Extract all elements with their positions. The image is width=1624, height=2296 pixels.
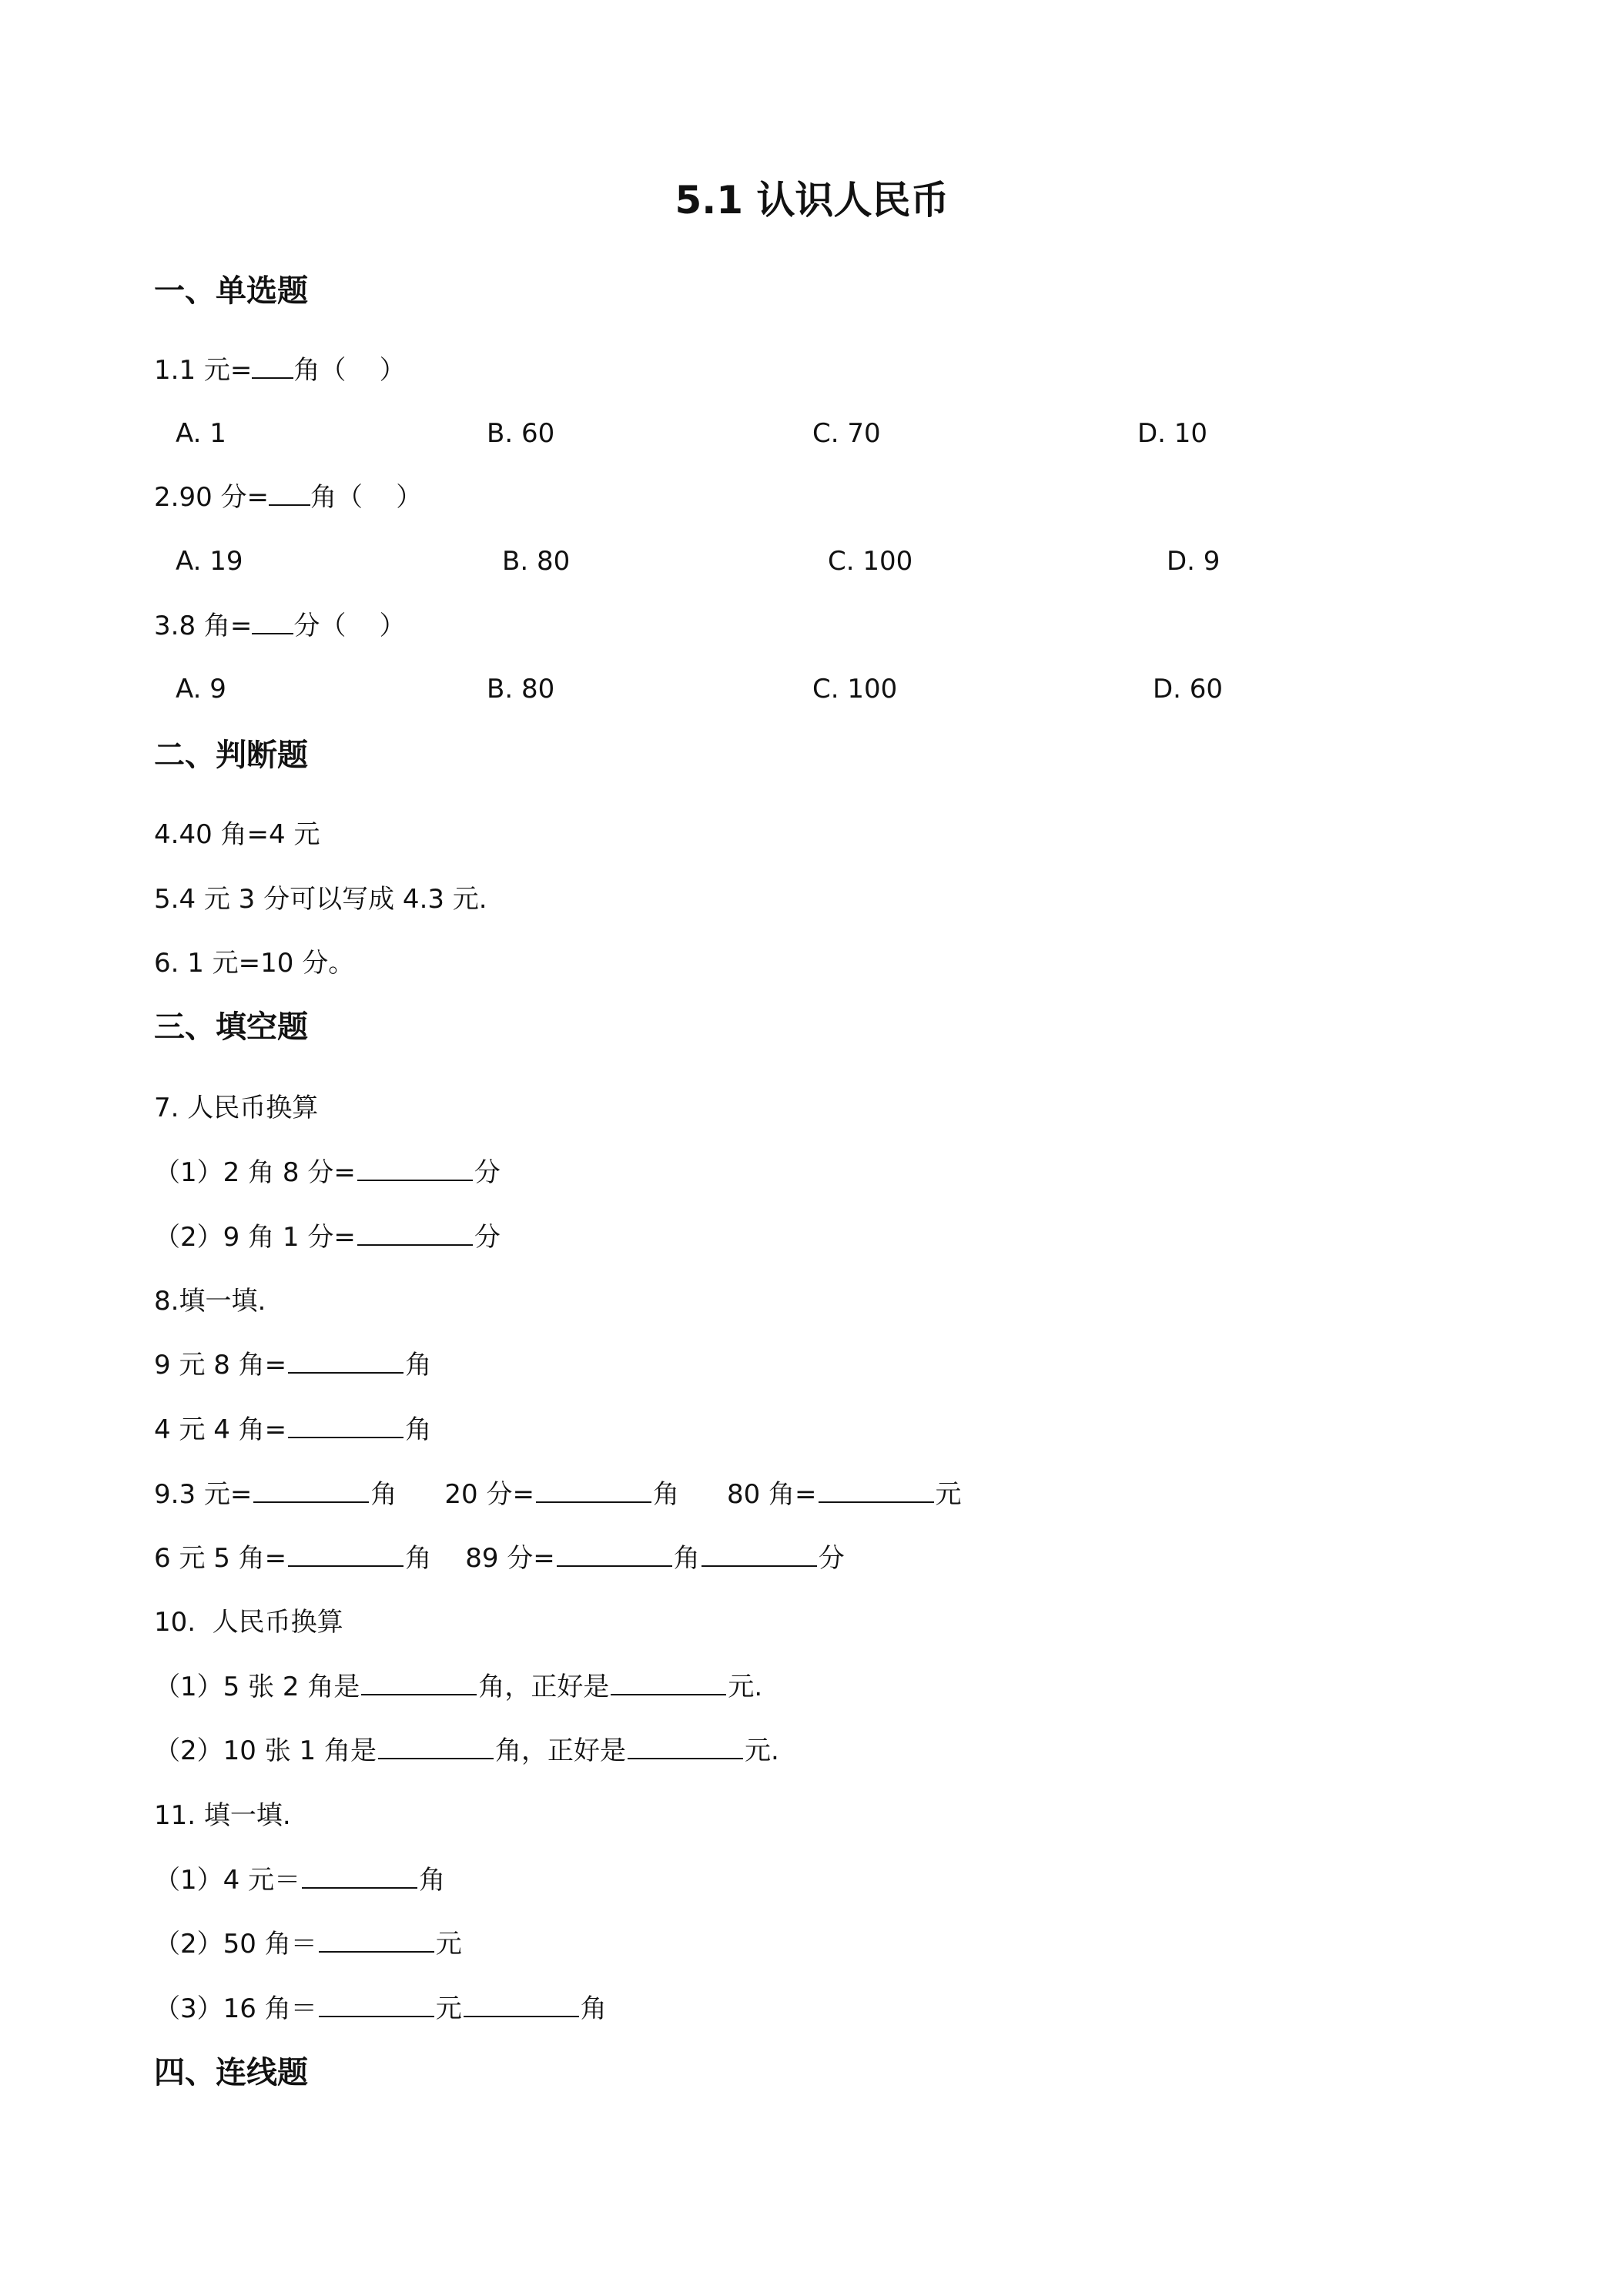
page-title: 5.1 认识人民币 — [675, 178, 949, 223]
section-heading-true-false: 二、判断题 — [154, 738, 308, 773]
q2-option-a[interactable]: A. 19 — [176, 546, 243, 577]
answer-blank[interactable] — [536, 1477, 651, 1503]
answer-blank[interactable] — [557, 1541, 672, 1567]
answer-blank[interactable] — [378, 1733, 494, 1759]
q3-option-a[interactable]: A. 9 — [176, 674, 226, 705]
question-11-part-3: （3）16 角＝ 元 角 — [154, 1991, 607, 2027]
answer-blank[interactable] — [288, 1347, 403, 1374]
question-2: 2.90 分= 角（ ） — [154, 480, 422, 515]
answer-blank[interactable] — [611, 1669, 726, 1695]
question-4: 4.40 角=4 元 — [154, 819, 320, 850]
answer-blank[interactable] — [253, 1477, 369, 1503]
question-9-line-1: 9.3 元= 角 20 分= 角 80 角= 元 — [154, 1477, 962, 1512]
answer-blank[interactable] — [252, 353, 293, 379]
question-7-part-2: （2）9 角 1 分= 分 — [154, 1220, 501, 1255]
question-10-part-2: （2）10 张 1 角是 角，正好是 元. — [154, 1733, 779, 1769]
answer-blank[interactable] — [464, 1991, 579, 2017]
question-7-stem: 7. 人民币换算 — [154, 1093, 319, 1123]
section-heading-single-choice: 一、单选题 — [154, 273, 308, 309]
question-5: 5.4 元 3 分可以写成 4.3 元. — [154, 884, 487, 915]
section-heading-matching: 四、连线题 — [154, 2055, 308, 2090]
answer-blank[interactable] — [819, 1477, 934, 1503]
answer-blank[interactable] — [288, 1541, 403, 1567]
answer-blank[interactable] — [252, 608, 293, 634]
answer-blank[interactable] — [357, 1220, 473, 1246]
question-8-line-2: 4 元 4 角= 角 — [154, 1412, 431, 1448]
question-6: 6. 1 元=10 分。 — [154, 948, 355, 979]
question-10-stem: 10. 人民币换算 — [154, 1607, 343, 1638]
question-10-part-1: （1）5 张 2 角是 角，正好是 元. — [154, 1669, 762, 1705]
question-1: 1.1 元= 角（ ） — [154, 353, 406, 388]
question-11-stem: 11. 填一填. — [154, 1800, 291, 1831]
q1-option-b[interactable]: B. 60 — [487, 418, 555, 449]
q3-option-b[interactable]: B. 80 — [487, 674, 555, 705]
question-8-stem: 8.填一填. — [154, 1286, 266, 1317]
answer-blank[interactable] — [319, 1926, 434, 1953]
q2-option-b[interactable]: B. 80 — [502, 546, 571, 577]
answer-blank[interactable] — [319, 1991, 434, 2017]
answer-blank[interactable] — [702, 1541, 817, 1567]
answer-blank[interactable] — [628, 1733, 743, 1759]
answer-blank[interactable] — [361, 1669, 477, 1695]
q1-option-c[interactable]: C. 70 — [812, 418, 881, 449]
q2-option-c[interactable]: C. 100 — [828, 546, 913, 577]
answer-blank[interactable] — [302, 1863, 417, 1889]
q3-option-c[interactable]: C. 100 — [812, 674, 898, 705]
q2-option-d[interactable]: D. 9 — [1167, 546, 1221, 577]
question-11-part-1: （1）4 元＝ 角 — [154, 1863, 445, 1898]
question-7-part-1: （1）2 角 8 分= 分 — [154, 1155, 501, 1190]
question-3: 3.8 角= 分（ ） — [154, 608, 406, 644]
question-9-line-2: 6 元 5 角= 角 89 分= 角 分 — [154, 1541, 845, 1576]
answer-blank[interactable] — [357, 1155, 473, 1181]
section-heading-fill-blank: 三、填空题 — [154, 1009, 308, 1045]
q1-option-d[interactable]: D. 10 — [1137, 418, 1208, 449]
q1-option-a[interactable]: A. 1 — [176, 418, 226, 449]
answer-blank[interactable] — [288, 1412, 403, 1438]
answer-blank[interactable] — [269, 480, 310, 506]
question-11-part-2: （2）50 角＝ 元 — [154, 1926, 462, 1962]
question-8-line-1: 9 元 8 角= 角 — [154, 1347, 431, 1383]
q3-option-d[interactable]: D. 60 — [1153, 674, 1224, 705]
